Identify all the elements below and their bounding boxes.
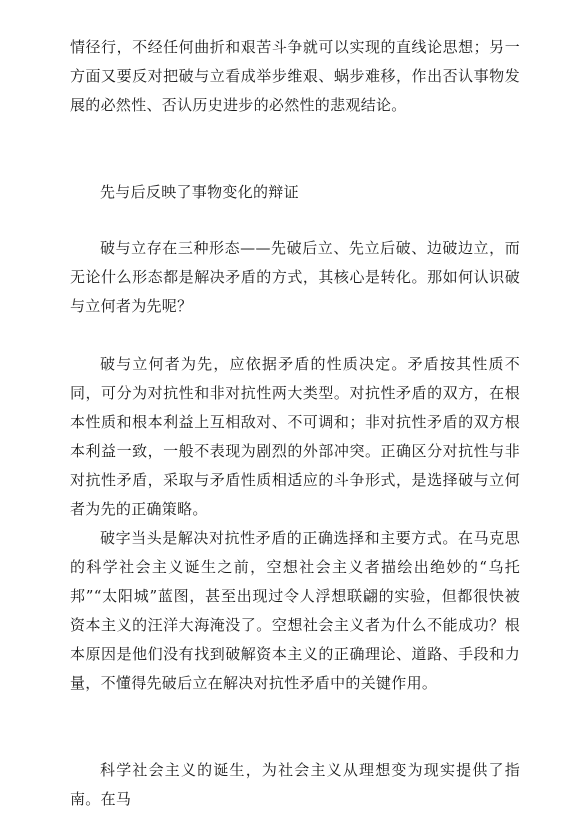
paragraph-destruction-first: 破字当头是解决对抗性矛盾的正确选择和主要方式。在马克思的科学社会主义诞生之前，空想社会主义者描绘出绝妙的“乌托邦”“太阳城”蓝图，甚至出现过令人浮想联翩的实验，但都很快被资本主义的汪洋大海淹没了。空想社会主义者为什么不能成功？根本原因是他们没有找到破解资本主义的正确理论、道路、手段和力量，不懂得先破后立在解决对抗性矛盾中的关键作用。 bbox=[70, 529, 520, 692]
section-heading: 先与后反映了事物变化的辩证 bbox=[100, 183, 299, 201]
paragraph-scientific-socialism: 科学社会主义的诞生，为社会主义从理想变为现实提供了指南。在马 bbox=[70, 761, 520, 808]
paragraph-contradiction-nature: 破与立何者为先，应依据矛盾的性质决定。矛盾按其性质不同，可分为对抗性和非对抗性两大类型。对抗性矛盾的双方，在根本性质和根本利益上互相敌对、不可调和；非对抗性矛盾的双方根本利益一致，一般不表现为剧烈的外部冲突。正确区分对抗性与非对抗性矛盾，采取与矛盾性质相适应的斗争形式，是选择破与立何者为先的正确策略。 bbox=[70, 355, 520, 518]
paragraph-continued: 情径行，不经任何曲折和艰苦斗争就可以实现的直线论思想；另一方面又要反对把破与立看成举步维艰、蜗步难移，作出否认事物发展的必然性、否认历史进步的必然性的悲观结论。 bbox=[70, 38, 520, 114]
paragraph-three-forms: 破与立存在三种形态——先破后立、先立后破、边破边立，而无论什么形态都是解决矛盾的方式，其核心是转化。那如何认识破与立何者为先呢？ bbox=[70, 239, 520, 315]
